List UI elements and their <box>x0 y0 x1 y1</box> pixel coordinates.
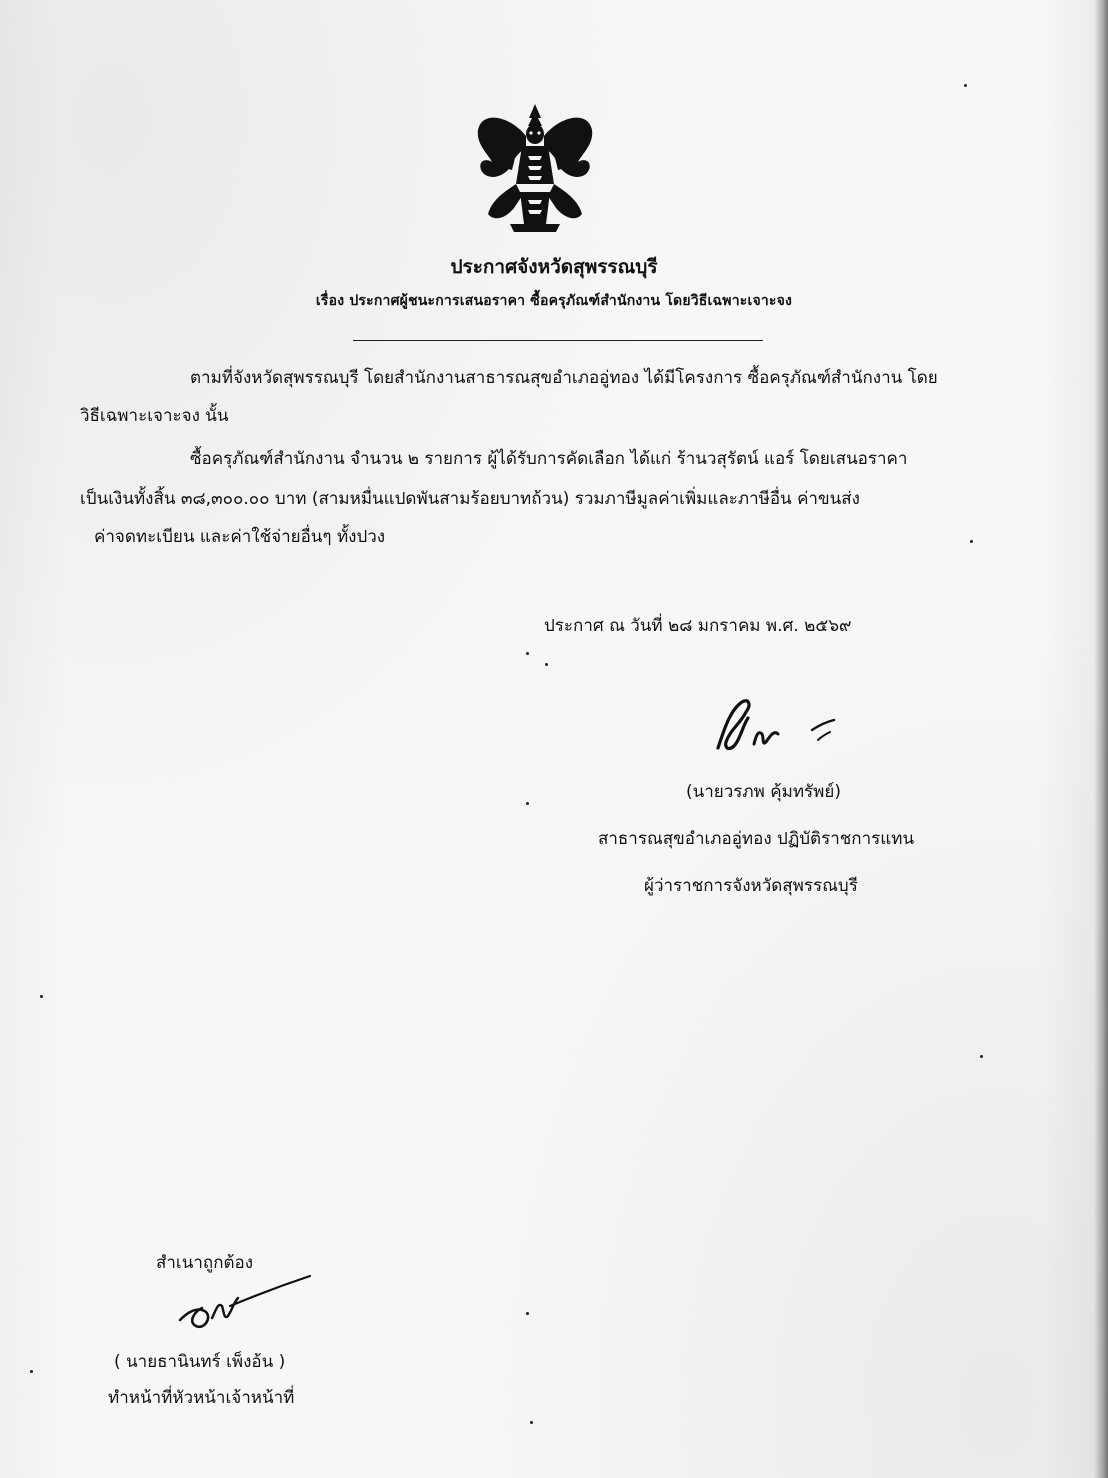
signer-signature <box>700 690 850 770</box>
garuda-emblem-icon <box>470 96 600 236</box>
announce-date: ประกาศ ณ วันที่ ๒๘ มกราคม พ.ศ. ๒๕๖๙ <box>544 616 852 636</box>
paragraph2-line2: เป็นเงินทั้งสิ้น ๓๘,๓๐๐.๐๐ บาท (สามหมื่นแปดพันสามร้อยบาทถ้วน) รวมภาษีมูลค่าเพิ่มและภาษีอื่น ค่าขนส่ง <box>80 489 860 509</box>
scan-edge-shadow <box>1094 0 1108 1478</box>
certifier-name: ( นายธานินทร์ เพ็งอ้น ) <box>114 1352 286 1372</box>
document-title: ประกาศจังหวัดสุพรรณบุรี <box>450 256 658 278</box>
scan-speck <box>970 540 973 543</box>
signer-name: (นายวรภพ คุ้มทรัพย์) <box>686 782 841 802</box>
signer-position-line1: สาธารณสุขอำเภออู่ทอง ปฏิบัติราชการแทน <box>598 829 915 849</box>
document-subject: เรื่อง ประกาศผู้ชนะการเสนอราคา ซื้อครุภัณฑ์สำนักงาน โดยวิธีเฉพาะเจาะจง <box>315 293 793 309</box>
paragraph2-line1: ซื้อครุภัณฑ์สำนักงาน จำนวน ๒ รายการ ผู้ได้รับการคัดเลือก ได้แก่ ร้านวสุรัตน์ แอร์ โดยเสนอราคา <box>190 449 908 469</box>
scan-speck <box>526 652 529 655</box>
certifier-signature <box>168 1272 318 1342</box>
scan-speck <box>980 1055 983 1058</box>
paragraph1-line1: ตามที่จังหวัดสุพรรณบุรี โดยสำนักงานสาธารณสุขอำเภออู่ทอง ได้มีโครงการ ซื้อครุภัณฑ์สำนักงาน โดย <box>190 368 938 388</box>
scan-speck <box>526 1312 529 1315</box>
certified-copy-label: สำเนาถูกต้อง <box>156 1253 254 1273</box>
scan-speck <box>545 663 548 666</box>
scan-speck <box>526 802 529 805</box>
paragraph1-line2: วิธีเฉพาะเจาะจง นั้น <box>80 406 229 426</box>
scan-speck <box>964 84 967 87</box>
scan-speck <box>530 1421 533 1424</box>
certifier-position: ทำหน้าที่หัวหน้าเจ้าหน้าที่ <box>108 1388 295 1408</box>
header-divider <box>353 340 763 341</box>
scan-speck <box>30 1370 33 1373</box>
paragraph2-line3: ค่าจดทะเบียน และค่าใช้จ่ายอื่นๆ ทั้งปวง <box>94 527 386 547</box>
scan-speck <box>40 995 43 998</box>
signer-position-line2: ผู้ว่าราชการจังหวัดสุพรรณบุรี <box>644 876 858 896</box>
